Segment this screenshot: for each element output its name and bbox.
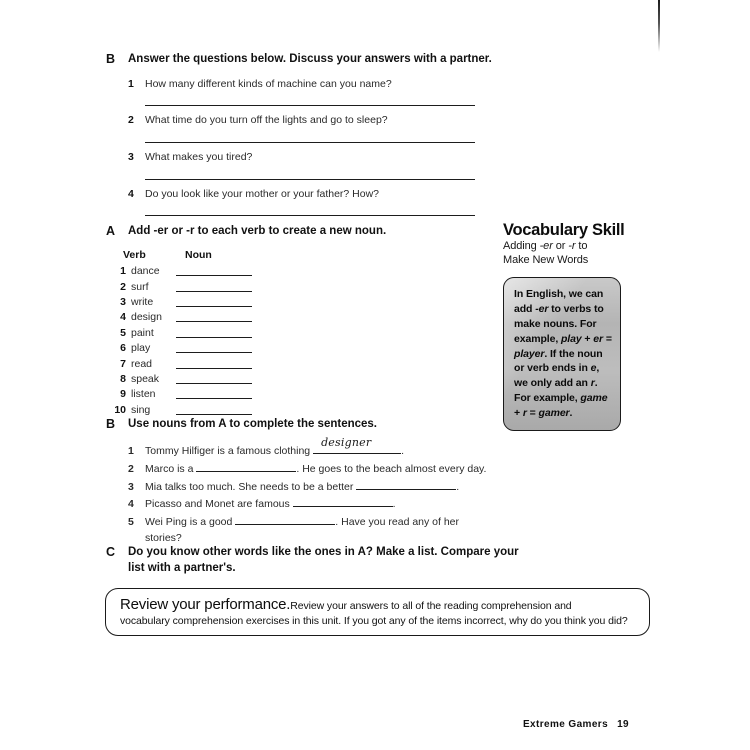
table-row xyxy=(106,387,476,402)
handwritten-answer: designer xyxy=(321,435,372,449)
exercise-title: Use nouns from A to complete the sentences. xyxy=(128,418,378,430)
sentence-number: 4 xyxy=(128,498,134,511)
row-number: 7 xyxy=(120,357,126,370)
vocabulary-skill-note-text xyxy=(514,287,612,421)
sentence-text-before: Marco is a xyxy=(145,462,197,475)
sentence-list xyxy=(128,435,576,548)
row-number: 8 xyxy=(120,373,126,386)
question-item xyxy=(128,78,576,107)
table-row xyxy=(106,264,476,279)
exercise-letter: B xyxy=(106,417,116,431)
sentence-text-after: . xyxy=(456,480,460,493)
exercise-b-heading xyxy=(106,52,576,68)
answer-write-line[interactable] xyxy=(145,128,475,143)
table-row xyxy=(106,294,476,309)
note-em-3: er xyxy=(593,332,603,345)
vocabulary-skill-sidebar xyxy=(503,221,627,431)
column-header-noun: Noun xyxy=(185,248,212,261)
question-number: 2 xyxy=(128,114,134,127)
question-text: How many different kinds of machine can you name? xyxy=(145,77,392,90)
sentence-answer-blank[interactable] xyxy=(196,460,296,472)
row-number: 9 xyxy=(120,388,126,401)
sentence-text-before: Tommy Hilfiger is a famous clothing xyxy=(145,444,314,457)
sentence-answer-blank[interactable] xyxy=(356,478,456,490)
sentence-number: 3 xyxy=(128,480,134,493)
question-number: 4 xyxy=(128,187,134,200)
exercise-a-heading xyxy=(106,224,476,240)
table-header-row xyxy=(123,249,476,261)
verb-cell: read xyxy=(131,357,153,370)
sentence-item xyxy=(128,435,576,460)
note-em-5: e xyxy=(590,362,597,375)
note-part-1: In English, we can add xyxy=(514,287,604,315)
row-number: 4 xyxy=(120,311,126,324)
page-footer xyxy=(0,719,629,730)
row-number: 2 xyxy=(120,280,126,293)
sentence-body xyxy=(145,513,459,547)
sentence-answer-blank[interactable] xyxy=(313,435,401,454)
sentence-item xyxy=(128,478,576,496)
exercise-b-bottom-heading xyxy=(106,417,576,433)
review-body-line-2: vocabulary comprehension exercises in this unit. If you got any of the items incorrect, why do you think you did? xyxy=(120,615,628,628)
verb-cell: dance xyxy=(131,265,160,278)
exercise-a-word-formation xyxy=(106,224,476,418)
exercise-title: Add -er or -r to each verb to create a new noun. xyxy=(128,225,387,237)
page-edge-line xyxy=(658,0,660,52)
noun-answer-blank[interactable] xyxy=(176,282,252,292)
sentence-body xyxy=(145,478,459,496)
sentence-text-after: . xyxy=(392,498,396,511)
column-header-verb: Verb xyxy=(123,248,146,261)
exercise-title xyxy=(128,545,519,576)
subtitle-em-r: -r xyxy=(568,240,576,253)
verb-noun-table xyxy=(106,249,476,418)
note-part-5: . If the noun or verb ends in xyxy=(514,347,603,375)
exercise-title-line-2: list with a partner's. xyxy=(128,561,236,574)
sentence-item xyxy=(128,513,576,547)
exercise-letter: B xyxy=(106,52,116,66)
subtitle-em-er: -er xyxy=(539,240,553,253)
question-item xyxy=(128,151,576,180)
note-part-6: , we only add an xyxy=(514,362,600,390)
sentence-text-before: Wei Ping is a good xyxy=(145,516,236,529)
sentence-body xyxy=(145,435,404,460)
row-number: 10 xyxy=(114,403,126,416)
sentence-number: 5 xyxy=(128,516,134,529)
verb-cell: play xyxy=(131,342,151,355)
note-em-8: r xyxy=(522,407,527,420)
exercise-title-line-1: Do you know other words like the ones in A? Make a list. Compare your xyxy=(128,546,519,558)
note-em-1: -er xyxy=(535,302,549,315)
table-row xyxy=(106,356,476,371)
sentence-text-after: . He goes to the beach almost every day. xyxy=(296,462,487,475)
question-item xyxy=(128,114,576,143)
question-text: What time do you turn off the lights and go to sleep? xyxy=(145,114,388,127)
sentence-answer-blank[interactable] xyxy=(293,495,393,507)
table-row xyxy=(106,371,476,386)
question-number: 1 xyxy=(128,77,134,90)
exercise-c-heading xyxy=(106,545,586,576)
exercise-c-discussion xyxy=(106,545,586,576)
sentence-text-before: Mia talks too much. She needs to be a better xyxy=(145,480,357,493)
table-row xyxy=(106,341,476,356)
table-row xyxy=(106,325,476,340)
vocabulary-skill-title: Vocabulary Skill xyxy=(503,221,625,239)
note-em-6: r xyxy=(590,377,595,390)
verb-cell: speak xyxy=(131,373,160,386)
noun-answer-blank[interactable] xyxy=(176,312,252,322)
sentence-item xyxy=(128,495,576,513)
noun-answer-blank[interactable] xyxy=(176,359,252,369)
vocabulary-skill-subtitle xyxy=(503,240,627,267)
row-number: 1 xyxy=(120,265,126,278)
question-number: 3 xyxy=(128,150,134,163)
review-heading: Review your performance. xyxy=(120,596,291,613)
table-row xyxy=(106,402,476,417)
footer-unit-title: Extreme Gamers xyxy=(522,719,609,730)
noun-answer-blank[interactable] xyxy=(176,266,252,276)
subtitle-text-1: Adding xyxy=(503,240,540,253)
verb-cell: surf xyxy=(131,280,149,293)
subtitle-text-2: or xyxy=(552,240,569,253)
sentence-body xyxy=(145,495,396,513)
note-part-7: . For example, xyxy=(514,377,598,405)
verb-cell: write xyxy=(131,296,154,309)
row-number: 6 xyxy=(120,342,126,355)
note-em-2: play xyxy=(560,332,582,345)
exercise-letter: C xyxy=(106,545,116,559)
verb-cell: paint xyxy=(131,326,154,339)
note-part-4: = xyxy=(603,332,612,345)
exercise-title: Answer the questions below. Discuss your answers with a partner. xyxy=(128,53,492,65)
exercise-b-sentences xyxy=(106,417,576,547)
question-text: What makes you tired? xyxy=(145,150,253,163)
noun-answer-blank[interactable] xyxy=(176,374,252,384)
sentence-wrap-line: stories? xyxy=(145,532,182,545)
vocabulary-skill-note-box xyxy=(503,277,621,431)
exercise-b-questions xyxy=(106,52,576,224)
review-body-line-1: Review your answers to all of the reading comprehension and xyxy=(290,600,572,612)
verb-cell: sing xyxy=(131,403,151,416)
sentence-text-after: . xyxy=(401,444,404,457)
sentence-item xyxy=(128,460,576,478)
answer-write-line[interactable] xyxy=(145,165,475,180)
note-em-4: player xyxy=(514,347,545,360)
noun-answer-blank[interactable] xyxy=(176,405,252,415)
question-text: Do you look like your mother or your father? How? xyxy=(145,187,380,200)
sentence-answer-blank[interactable] xyxy=(235,513,335,525)
note-em-9: gamer xyxy=(538,407,570,420)
table-row xyxy=(106,279,476,294)
note-em-7: game xyxy=(580,392,608,405)
answer-write-line[interactable] xyxy=(145,201,475,216)
table-row xyxy=(106,310,476,325)
row-number: 3 xyxy=(120,296,126,309)
subtitle-text-3: to xyxy=(575,240,588,253)
noun-answer-blank[interactable] xyxy=(176,297,252,307)
row-number: 5 xyxy=(120,326,126,339)
question-list xyxy=(128,78,576,217)
sentence-text-after: . Have you read any of her xyxy=(335,516,460,529)
sentence-number: 1 xyxy=(128,444,134,457)
note-part-9: = xyxy=(526,407,539,420)
noun-answer-blank[interactable] xyxy=(176,343,252,353)
noun-answer-blank[interactable] xyxy=(176,328,252,338)
sentence-number: 2 xyxy=(128,462,134,475)
answer-write-line[interactable] xyxy=(145,91,475,106)
exercise-letter: A xyxy=(106,224,116,238)
note-part-3: + xyxy=(581,332,594,345)
sentence-body xyxy=(145,460,486,478)
noun-answer-blank[interactable] xyxy=(176,389,252,399)
footer-page-number: 19 xyxy=(617,719,629,730)
verb-cell: design xyxy=(131,311,162,324)
review-performance-box xyxy=(105,588,650,636)
subtitle-line-2: Make New Words xyxy=(503,253,589,266)
sentence-text-before: Picasso and Monet are famous xyxy=(145,498,293,511)
note-part-2: to verbs to make nouns. For example, xyxy=(514,302,604,345)
verb-cell: listen xyxy=(131,388,156,401)
question-item xyxy=(128,188,576,217)
note-part-8: + xyxy=(514,407,523,420)
note-part-10: . xyxy=(569,407,573,420)
